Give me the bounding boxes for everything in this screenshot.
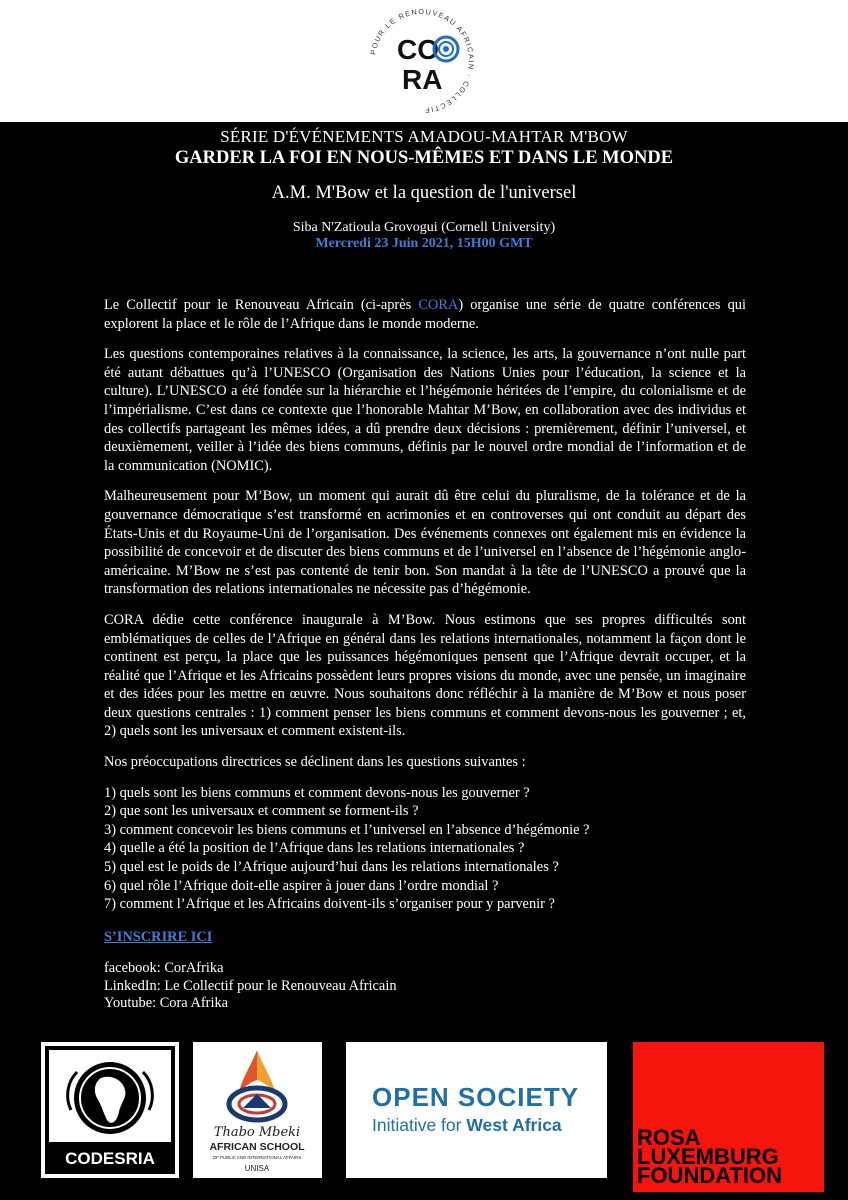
svg-text:Initiative for West Africa xyxy=(372,1115,562,1135)
list-item: 4) quelle a été la position de l’Afrique dans les relations internationales ? xyxy=(104,840,525,857)
rosa-line2: LUXEMBURG xyxy=(637,1144,779,1169)
logo-letters-top: CO xyxy=(397,34,439,65)
lecture-title: A.M. M'Bow et la question de l'universel xyxy=(271,183,577,203)
logo-letters-bottom: RA xyxy=(402,64,443,95)
thabo-line2: OF PUBLIC AND INTERNATIONAL AFFAIRS xyxy=(212,1155,302,1160)
thabo-line3: UNISA xyxy=(244,1164,270,1173)
questions-list xyxy=(104,784,746,914)
paragraph-unesco: Les questions contemporaines relatives à la connaissance, la science, les arts, la gouvernance n’ont nulle part été autant débattues qu’à l’UNESCO (Organisation des Nations Unies pour l’éducation, la science et la culture). L’UNESCO a été fondée sur la hiérarchie et l’hégémonie héritées de l’empire, du colonialisme et de l’impérialisme. C’est dans ce contexte que l’honorable Mahtar M’Bow, en collaboration avec des individus et des collectifs partageant les mêmes idées, a dû prendre deux décisions : premièrement, définir l’universel, et deuxièmement, veiller à l’idée des biens communs, définis par le nouvel ordre mondial de l’information et de la communication (NOMIC). xyxy=(104,346,746,474)
list-item: 5) quel est le poids de l’Afrique aujourd’hui dans les relations internationales ? xyxy=(104,859,559,876)
cora-link[interactable]: CORA xyxy=(418,297,459,313)
osiwa-line1: OPEN SOCIETY xyxy=(372,1082,580,1112)
event-title: GARDER LA FOI EN NOUS-MÊMES ET DANS LE MONDE xyxy=(174,148,674,168)
series-title: SÉRIE D'ÉVÉNEMENTS AMADOU-MAHTAR M'BOW xyxy=(220,127,628,146)
list-item: 1) quels sont les biens communs et comment devons-nous les gouverner ? xyxy=(104,784,530,801)
paragraph-questions-intro: Nos préoccupations directrices se déclinent dans les questions suivantes : xyxy=(104,754,526,771)
list-item: 7) comment l’Afrique et les Africains doivent-ils s’organiser pour y parvenir ? xyxy=(104,896,555,913)
open-society-logo xyxy=(346,1042,607,1178)
rosa-line1: ROSA xyxy=(637,1125,701,1150)
rosa-line3: FOUNDATION xyxy=(637,1163,783,1188)
intro-paragraph: Le Collectif pour le Renouveau Africain (ci-après CORA) organise une série de quatre conférences qui explorent la place et le rôle de l’Afrique dans le monde moderne. xyxy=(104,297,746,332)
paragraph-dedication: CORA dédie cette conférence inaugurale à M’Bow. Nous estimons que ses propres difficultés sont emblématiques de celles de l’Afrique en général dans les relations internationales, notamment la façon dont le continent est perçu, la place que les puissances hégémoniques pensent que l’Afrique devrait occuper, et la réalité que l’Afrique et les Africains possèdent leurs propres visions du monde, avec une pensée, un imaginaire et des idées pour les mettre en œuvre. Nous souhaitons donc réfléchir à la manière de M’Bow et nous poser deux questions centrales : 1) comment penser les biens communs et comment devons-nous les gouverner ; et, 2) quels sont les universaux et comment existent-ils. xyxy=(104,611,746,740)
osiwa-line2-b: West Africa xyxy=(466,1115,562,1135)
rosa-luxemburg-logo xyxy=(633,1042,824,1192)
codesria-logo xyxy=(41,1042,179,1178)
codesria-label: CODESRIA xyxy=(65,1149,155,1168)
speaker-line: Siba N'Zatioula Grovogui (Cornell University) xyxy=(292,220,556,235)
list-item: 6) quel rôle l’Afrique doit-elle aspirer à jouer dans l’ordre mondial ? xyxy=(104,877,499,894)
header-banner xyxy=(0,0,848,122)
linkedin-link[interactable]: LinkedIn: Le Collectif pour le Renouveau Africain xyxy=(104,977,397,994)
thabo-script: Thabo Mbeki xyxy=(213,1125,301,1140)
event-date: Mercredi 23 Juin 2021, 15H00 GMT xyxy=(315,236,533,251)
logo-ring-text: POUR LE RENOUVEAU AFRICAIN · COLLECTIF xyxy=(368,6,477,116)
osiwa-line2-a: Initiative for xyxy=(372,1115,467,1135)
thabo-line1: AFRICAN SCHOOL xyxy=(209,1141,305,1153)
cora-logo xyxy=(364,3,480,119)
social-links xyxy=(104,960,746,1013)
facebook-link[interactable]: facebook: CorAfrika xyxy=(104,960,224,977)
youtube-link[interactable]: Youtube: Cora Afrika xyxy=(104,995,229,1012)
body-text xyxy=(104,296,746,1013)
list-item: 2) que sont les universaux et comment se forment-ils ? xyxy=(104,803,419,820)
paragraph-mbow: Malheureusement pour M’Bow, un moment qui aurait dû être celui du pluralisme, de la tolérance et de la gouvernance démocratique s’est transformé en acrimonies et en controverses qui ont conduit au départ des États-Unis et du Royaume-Uni de l’organisation. Des événements connexes ont également mis en évidence la possibilité de concevoir et de discuter des biens communs et de l’universel en l’absence de l’hégémonie anglo-américaine. M’Bow ne s’est pas contenté de tenir bon. Son mandat à la tête de l’UNESCO a prouvé que la transformation des relations internationales ne nécessite pas d’hégémonie. xyxy=(104,488,746,598)
thabo-mbeki-school-logo xyxy=(193,1042,322,1178)
signup-link[interactable]: S’INSCRIRE ICI xyxy=(104,928,213,945)
list-item: 3) comment concevoir les biens communs et l’universel en l’absence d’hégémonie ? xyxy=(104,821,590,838)
